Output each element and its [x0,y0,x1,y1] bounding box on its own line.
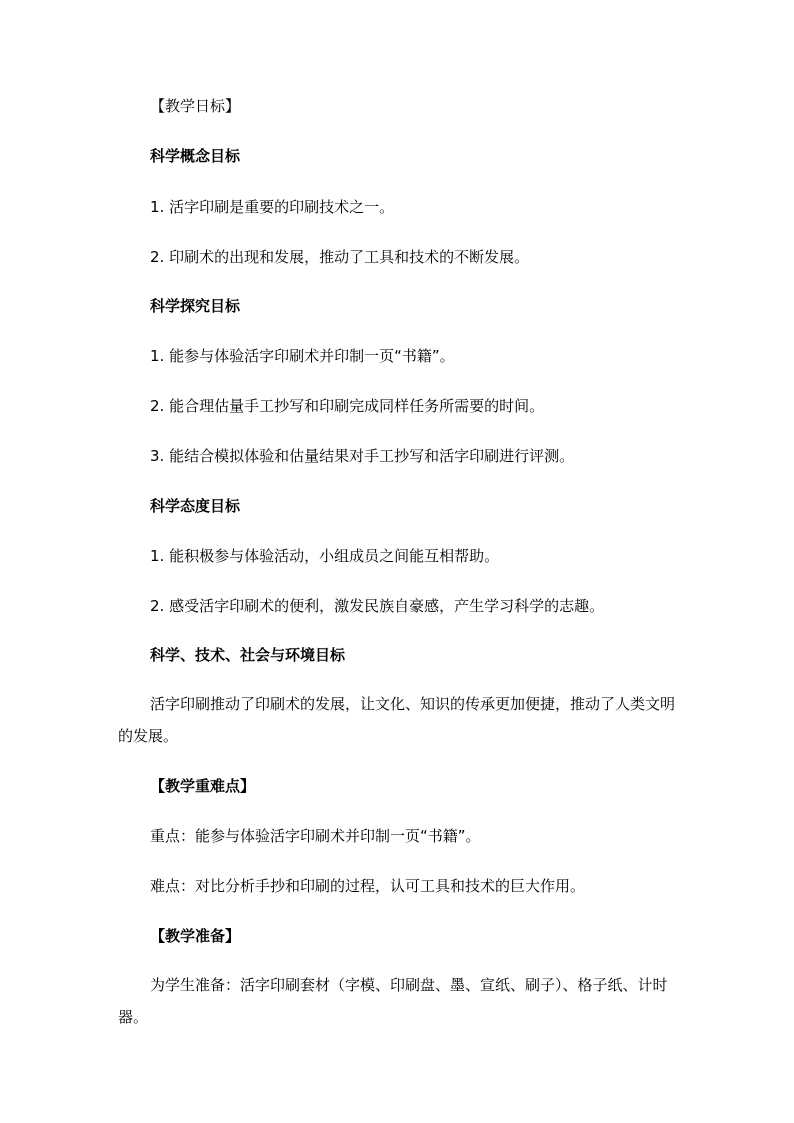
preparation-paragraph: 为学生准备：活字印刷套材（字模、印刷盘、墨、宣纸、刷子）、格子纸、计时器。 [118,976,668,1026]
key-point-focus: 重点：能参与体验活字印刷术并印制一页“书籍”。 [150,827,481,845]
subheading-stse-goals: 科学、技术、社会与环境目标 [150,646,346,664]
inquiry-goal-2: 2. 能合理估量手工抄写和印刷完成同样任务所需要的时间。 [150,397,545,415]
section-heading-key-points: 【教学重难点】 [150,777,256,795]
section-heading-preparation: 【教学准备】 [150,927,241,945]
subheading-inquiry-goals: 科学探究目标 [150,297,241,315]
stse-goal-paragraph: 活字印刷推动了印刷术的发展，让文化、知识的传承更加便捷，推动了人类文明的发展。 [118,695,676,745]
inquiry-goal-1: 1. 能参与体验活字印刷术并印制一页“书籍”。 [150,347,455,365]
attitude-goal-1: 1. 能积极参与体验活动，小组成员之间能互相帮助。 [150,547,500,565]
concept-goal-2: 2. 印刷术的出现和发展，推动了工具和技术的不断发展。 [150,248,530,266]
attitude-goal-2: 2. 感受活字印刷术的便利，激发民族自豪感，产生学习科学的志趣。 [150,597,605,615]
inquiry-goal-3: 3. 能结合模拟体验和估量结果对手工抄写和活字印刷进行评测。 [150,447,575,465]
subheading-attitude-goals: 科学态度目标 [150,497,241,515]
section-heading-teaching-goals: 【教学日标】 [150,97,241,115]
concept-goal-1: 1. 活字印刷是重要的印刷技术之一。 [150,198,395,216]
subheading-concept-goals: 科学概念目标 [150,147,241,165]
key-point-difficulty: 难点：对比分析手抄和印刷的过程，认可工具和技术的巨大作用。 [150,877,586,895]
